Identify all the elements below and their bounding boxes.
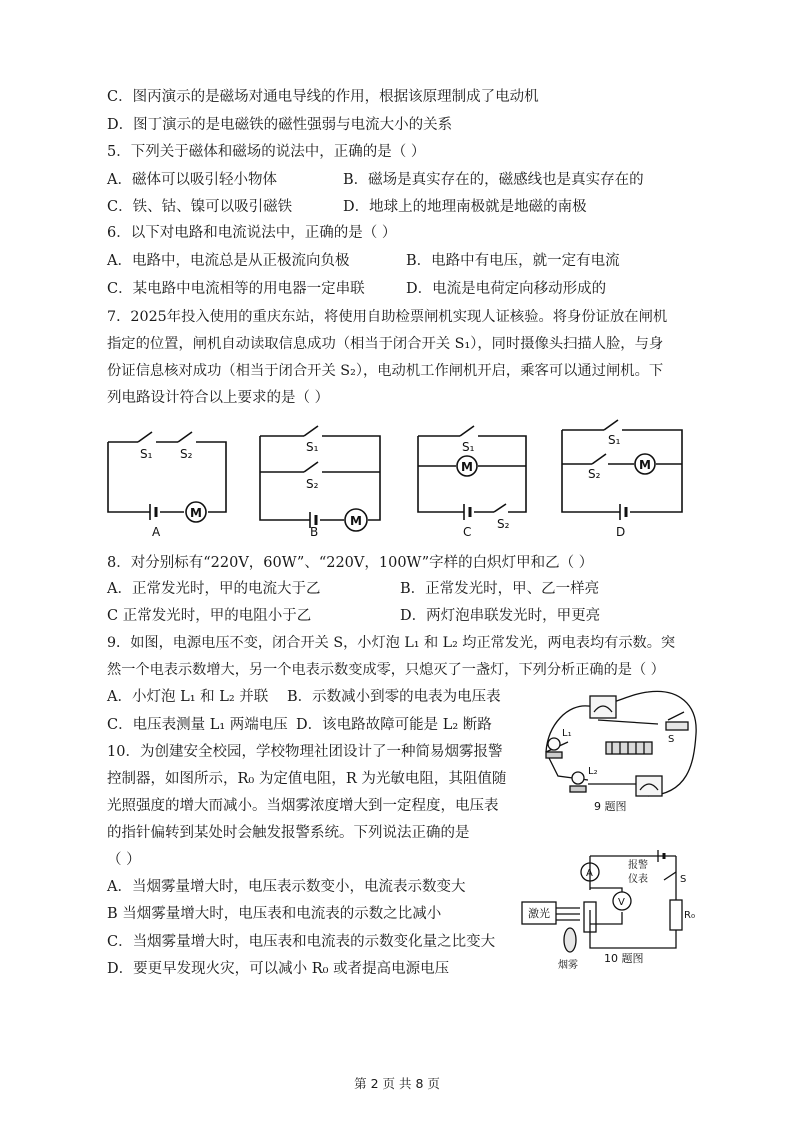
q6-option-a: A．电路中，电流总是从正极流向负极: [107, 253, 350, 269]
q10-figure: [518, 848, 698, 973]
q8-option-c: C 正常发光时，甲的电阻小于乙: [107, 608, 312, 624]
q7-c-label: C: [463, 525, 472, 539]
q7-c-s1-label: S₁: [462, 440, 475, 454]
q7-c-motor-label: M: [461, 460, 473, 474]
q8-option-b: B．正常发光时，甲、乙一样亮: [400, 581, 600, 597]
q9-option-b: B．示数减小到零的电表为电压表: [287, 689, 501, 705]
q7-line-3: 份证信息核对成功（相当于闭合开关 S₂），电动机工作闸机开启，乘客可以通过闸机。下: [107, 363, 664, 379]
q7-line-4: 列电路设计符合以上要求的是（ ）: [107, 390, 330, 406]
q5-option-c: C．铁、钴、镍可以吸引磁铁: [107, 199, 293, 215]
q5-option-b: B．磁场是真实存在的，磁感线也是真实存在的: [343, 172, 644, 188]
q10-line-2: 控制器，如图所示，R₀ 为定值电阻，R 为光敏电阻，其阻值随: [107, 771, 507, 787]
page-footer: 第 2 页 共 8 页: [354, 1076, 440, 1091]
q7-b-label: B: [310, 525, 319, 539]
q10-fig-caption: 10 题图: [604, 952, 644, 965]
q4-option-d: D．图丁演示的是电磁铁的磁性强弱与电流大小的关系: [107, 117, 453, 133]
q9-option-a: A．小灯泡 L₁ 和 L₂ 并联: [107, 689, 269, 705]
q8-stem: 8．对分别标有“220V，60W”、“220V，100W”字样的白炽灯甲和乙（ ）: [107, 555, 594, 571]
q9-fig-caption: 9 题图: [594, 800, 627, 813]
q5-option-a: A．磁体可以吸引轻小物体: [107, 172, 277, 188]
q7-c-s2-label: S₂: [497, 517, 510, 531]
q10-option-b: B 当烟雾量增大时，电压表和电流表的示数之比减小: [107, 906, 442, 922]
q9-option-d: D．该电路故障可能是 L₂ 断路: [296, 717, 492, 733]
q6-option-c: C．某电路中电流相等的用电器一定串联: [107, 281, 365, 297]
q7-a-s2-label: S₂: [180, 447, 193, 461]
q7-d-s2-label: S₂: [588, 467, 601, 481]
q9-figure: [528, 684, 708, 814]
q8-option-a: A．正常发光时，甲的电流大于乙: [107, 581, 321, 597]
q6-stem: 6．以下对电路和电流说法中，正确的是（ ）: [107, 225, 397, 241]
q7-d-s1-label: S₁: [608, 433, 621, 447]
q7-b-s2-label: S₂: [306, 477, 319, 491]
q7-a-s1-label: S₁: [140, 447, 153, 461]
q10-fig-alarm-2: 仪表: [628, 874, 648, 885]
q10-fig-alarm-1: 报警: [628, 860, 648, 871]
q10-line-1: 10．为创建安全校园，学校物理社团设计了一种简易烟雾报警: [107, 744, 503, 760]
q7-d-motor-label: M: [639, 458, 651, 472]
q10-fig-r0-label: R₀: [684, 910, 695, 921]
q8-option-d: D．两灯泡串联发光时，甲更亮: [400, 608, 601, 624]
q9-line-2: 然一个电表示数增大，另一个电表示数变成零，只熄灭了一盏灯，下列分析正确的是（ ）: [107, 662, 665, 678]
q10-line-5: （ ）: [107, 852, 141, 868]
q9-fig-l2-label: L₂: [588, 766, 598, 777]
q7-line-1: 7．2025年投入使用的重庆东站，将使用自助检票闸机实现人证核验。将身份证放在闸机: [107, 309, 668, 325]
q10-fig-s-label: S: [680, 874, 687, 885]
q6-option-b: B．电路中有电压，就一定有电流: [406, 253, 620, 269]
q4-option-c: C．图丙演示的是磁场对通电导线的作用，根据该原理制成了电动机: [107, 89, 539, 105]
q10-line-4: 的指针偏转到某处时会触发报警系统。下列说法正确的是: [107, 825, 470, 841]
q7-b-motor-label: M: [350, 514, 362, 528]
q10-line-3: 光照强度的增大而减小。当烟雾浓度增大到一定程度，电压表: [107, 798, 499, 814]
q10-fig-v-label: V: [618, 897, 625, 908]
q6-option-d: D．电流是电荷定向移动形成的: [406, 281, 607, 297]
q9-fig-l1-label: L₁: [562, 728, 572, 739]
q10-fig-a-label: A: [586, 868, 593, 879]
q10-fig-smoke-label: 烟雾: [558, 960, 578, 971]
q10-option-d: D．要更早发现火灾，可以减小 R₀ 或者提高电源电压: [107, 961, 450, 977]
q10-fig-laser-label: 激光: [528, 907, 550, 920]
q9-option-c: C．电压表测量 L₁ 两端电压: [107, 717, 288, 733]
q10-option-a: A．当烟雾量增大时，电压表示数变小，电流表示数变大: [107, 879, 466, 895]
q9-fig-s-label: S: [668, 734, 675, 745]
q5-option-d: D．地球上的地理南极就是地磁的南极: [343, 199, 587, 215]
q7-b-s1-label: S₁: [306, 440, 319, 454]
q7-d-label: D: [616, 525, 626, 539]
q7-a-label: A: [152, 525, 161, 539]
q9-line-1: 9．如图，电源电压不变，闭合开关 S，小灯泡 L₁ 和 L₂ 均正常发光，两电表均有示数。突: [107, 635, 676, 651]
q7-line-2: 指定的位置，闸机自动读取信息成功（相当于闭合开关 S₁），同时摄像头扫描人脸，与身: [107, 336, 664, 352]
q7-circuit-diagrams: [0, 418, 794, 548]
q10-option-c: C．当烟雾量增大时，电压表和电流表的示数变化量之比变大: [107, 934, 496, 950]
q7-a-motor-label: M: [190, 506, 202, 520]
q5-stem: 5．下列关于磁体和磁场的说法中，正确的是（ ）: [107, 144, 426, 160]
